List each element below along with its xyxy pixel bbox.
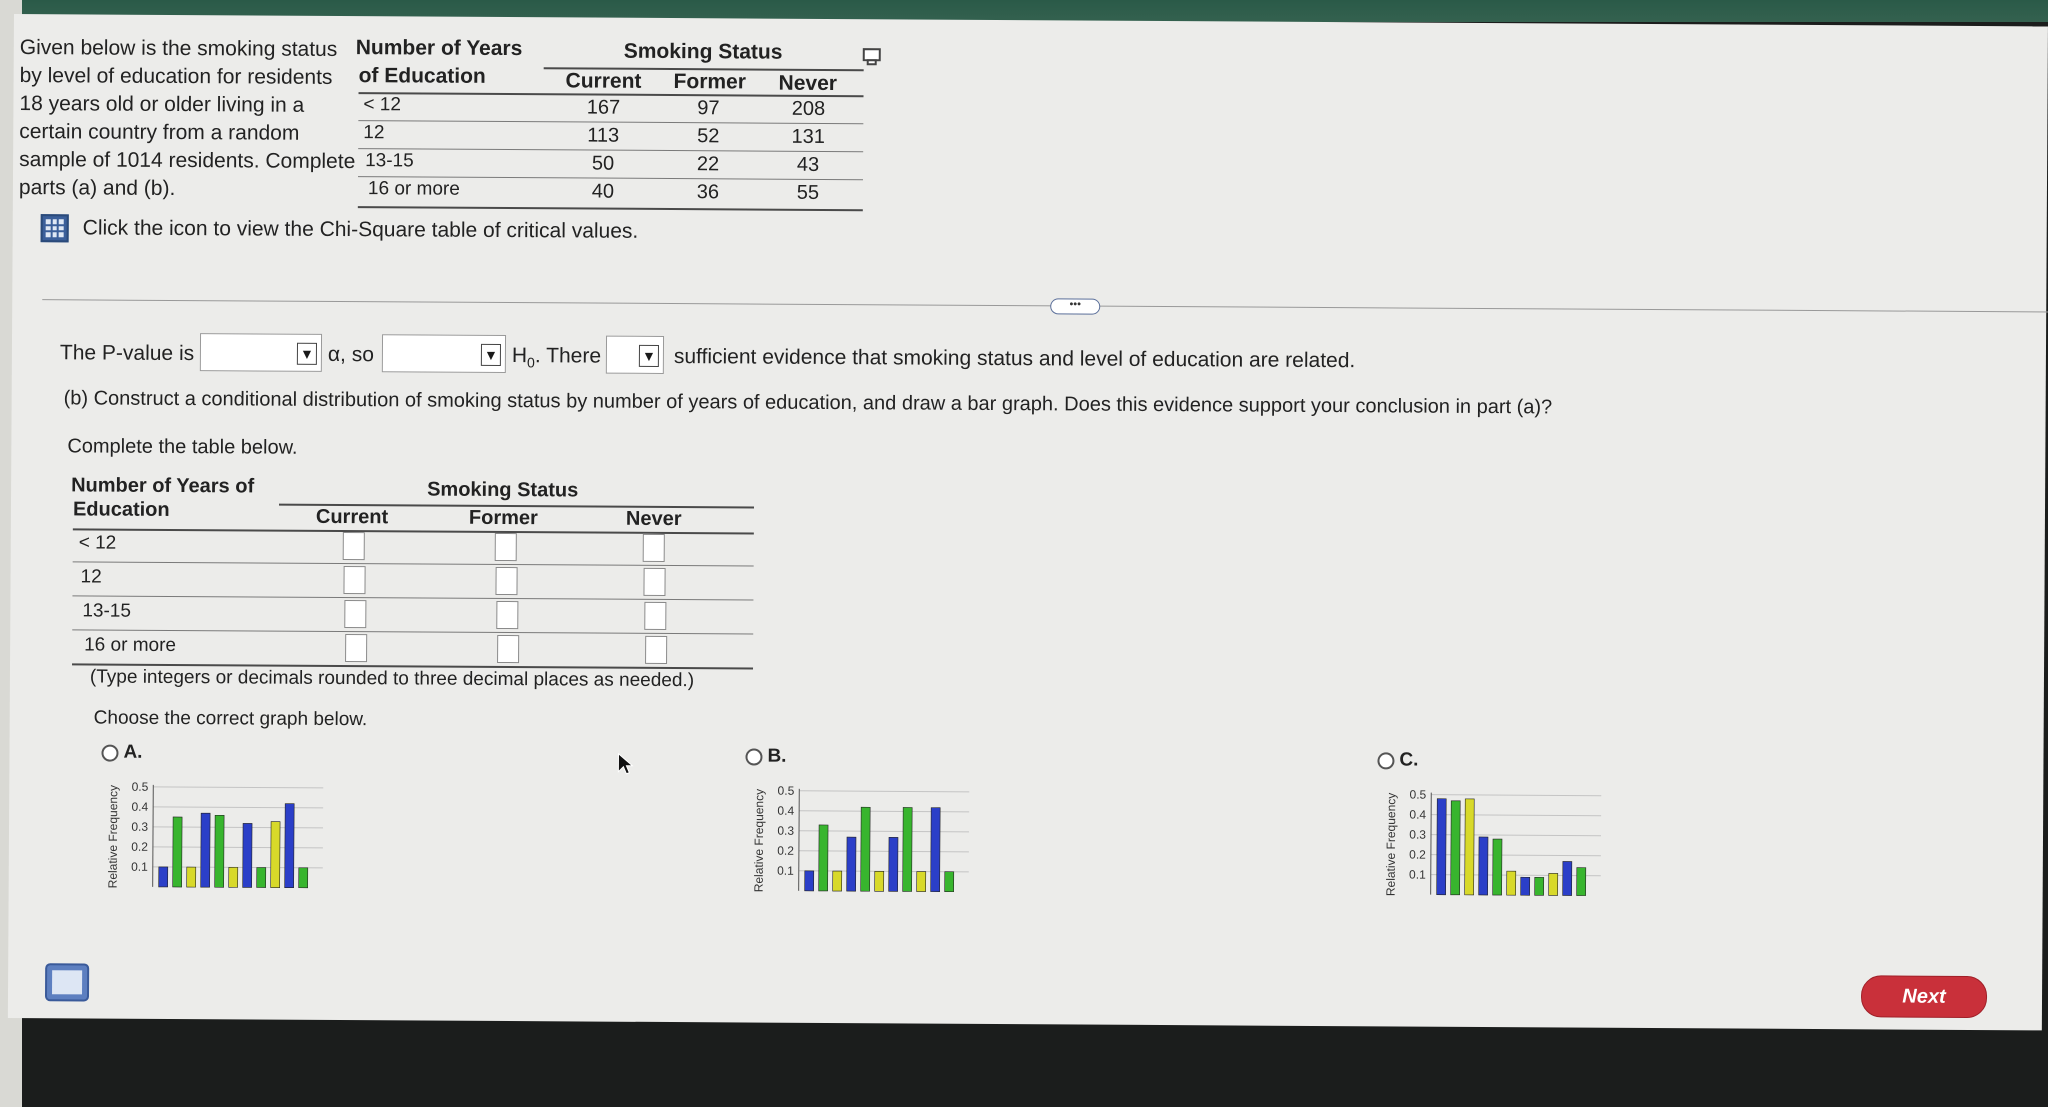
bar: [243, 823, 252, 887]
answer-row-header-1: Number of Years of: [71, 474, 255, 498]
bar: [945, 872, 954, 892]
bar-chart-b: [751, 779, 982, 900]
answer-row-label: 13-15: [82, 600, 132, 622]
answer-input-former[interactable]: [495, 567, 517, 595]
intro-line: 18 years old or older living in a: [19, 92, 305, 117]
bar: [1479, 837, 1488, 895]
bar: [299, 868, 308, 888]
answer-row-rule: [72, 629, 753, 634]
print-icon[interactable]: [44, 962, 90, 1002]
tick-label: 0.2: [777, 843, 794, 858]
row-header-2: of Education: [358, 64, 486, 88]
answer-input-former[interactable]: [497, 635, 519, 663]
answer-input-current[interactable]: [343, 566, 365, 594]
there-label: . There: [534, 344, 602, 368]
dropdown-arrow-icon: ▼: [481, 344, 501, 366]
intro-line: parts (a) and (b).: [18, 176, 176, 200]
h0-subscript: 0: [527, 354, 535, 371]
dropdown-arrow-icon: ▼: [639, 345, 659, 367]
tick-label: 0.3: [777, 823, 795, 838]
cell: 50: [591, 152, 615, 175]
bar: [1577, 868, 1586, 896]
chi-square-table-icon[interactable]: [41, 214, 69, 242]
row-label: 13-15: [365, 150, 414, 172]
gridline: [153, 807, 323, 808]
cell: 113: [587, 124, 620, 147]
bar: [875, 871, 884, 891]
answer-input-never[interactable]: [643, 534, 665, 562]
tick-label: 0.4: [1409, 807, 1427, 822]
answer-input-former[interactable]: [495, 533, 517, 561]
bar: [833, 871, 842, 891]
bar: [1521, 877, 1530, 895]
tick-label: 0.5: [131, 779, 149, 794]
gridline: [1431, 795, 1601, 796]
gridline: [799, 811, 969, 812]
answer-input-current[interactable]: [343, 532, 365, 560]
row-label: < 12: [363, 94, 402, 116]
bar: [187, 867, 196, 887]
answer-row-label: < 12: [78, 532, 117, 554]
tick-label: 0.1: [131, 859, 148, 874]
bar: [861, 807, 871, 891]
bar: [1563, 861, 1572, 895]
bar: [1535, 877, 1544, 895]
cell: 52: [697, 125, 720, 148]
bar: [1451, 801, 1461, 895]
rounding-hint: (Type integers or decimals rounded to three decimal places as needed.): [89, 666, 695, 692]
option-c-radio[interactable]: [1377, 752, 1394, 769]
tick-label: 0.2: [131, 839, 148, 854]
answer-input-never[interactable]: [644, 602, 666, 630]
section-divider: [42, 299, 2048, 312]
bar: [271, 822, 280, 888]
next-button[interactable]: Next: [1861, 975, 1987, 1018]
chi-square-link-text[interactable]: Click the icon to view the Chi-Square table of critical values.: [82, 216, 639, 243]
mouse-cursor-icon: [617, 753, 633, 777]
bar: [903, 807, 913, 891]
answer-col-never: Never: [625, 507, 682, 531]
tick-label: 0.5: [777, 783, 795, 798]
option-c-label[interactable]: C.: [1399, 749, 1419, 771]
option-b-label[interactable]: B.: [767, 745, 787, 767]
option-b-radio[interactable]: [745, 748, 762, 765]
intro-line: certain country from a random: [19, 120, 300, 145]
y-axis-line: [799, 789, 800, 891]
graph-option-b[interactable]: [751, 779, 982, 905]
tick-label: 0.2: [1409, 847, 1426, 862]
y-axis-line: [1431, 793, 1432, 895]
graph-option-a[interactable]: [105, 775, 336, 901]
row-header-1: Number of Years: [355, 36, 523, 61]
intro-line: sample of 1014 residents. Complete: [19, 148, 356, 174]
cell: 131: [791, 125, 826, 148]
part-b-question: (b) Construct a conditional distribution of smoking status by number of years of education, and draw a bar graph. Does this evidence support your conclusion in part (a)?: [63, 387, 1553, 419]
evidence-dropdown[interactable]: [606, 336, 664, 374]
bar-chart-a: [105, 775, 336, 896]
bottom-rule: [358, 206, 863, 211]
tick-label: 0.1: [1409, 867, 1426, 882]
bar: [215, 815, 224, 887]
cell: 97: [697, 97, 720, 120]
cell: 55: [796, 181, 820, 204]
gridline: [153, 787, 323, 788]
col-header-never: Never: [778, 71, 838, 96]
cell: 22: [696, 153, 720, 176]
answer-input-never[interactable]: [643, 568, 665, 596]
y-axis-label: Relative Frequency: [1383, 792, 1399, 897]
answer-row-rule: [72, 595, 753, 600]
pvalue-dropdown[interactable]: [200, 333, 322, 372]
answer-col-current: Current: [315, 505, 389, 529]
main-panel: [8, 14, 2048, 1030]
problem-intro: [19, 34, 356, 204]
y-axis-label: Relative Frequency: [105, 784, 121, 889]
bar: [257, 867, 266, 887]
graph-option-c[interactable]: [1383, 782, 1614, 908]
expand-dots-button[interactable]: •••: [1050, 298, 1100, 314]
answer-row-label: 12: [80, 566, 102, 588]
bar: [819, 825, 828, 891]
reject-dropdown[interactable]: [382, 334, 506, 373]
tick-label: 0.4: [777, 803, 795, 818]
bar: [229, 867, 238, 887]
dropdown-arrow-icon: ▼: [297, 343, 317, 365]
alpha-label: α, so: [327, 342, 374, 367]
bar: [889, 837, 898, 891]
cell: 208: [791, 97, 826, 120]
bar: [847, 837, 856, 891]
row-label: 12: [363, 122, 385, 144]
cell: 43: [796, 153, 820, 176]
bar: [285, 804, 295, 888]
group-header: Smoking Status: [623, 39, 783, 64]
pvalue-label: The P-value is: [59, 341, 195, 366]
complete-table-label: Complete the table below.: [67, 435, 298, 459]
bar: [1493, 839, 1502, 895]
bar: [1437, 799, 1447, 895]
cell: 36: [696, 181, 720, 204]
bar: [805, 871, 814, 891]
cell: 167: [586, 96, 621, 119]
popout-icon[interactable]: [862, 47, 884, 67]
gridline: [799, 791, 969, 792]
bar: [1465, 799, 1475, 895]
intro-line: by level of education for residents: [19, 64, 333, 89]
tick-label: 0.3: [1409, 827, 1427, 842]
answer-col-former: Former: [468, 506, 538, 530]
answer-row-rule: [73, 561, 754, 566]
y-axis-label: Relative Frequency: [751, 788, 767, 893]
tick-label: 0.4: [131, 799, 149, 814]
bar: [1507, 871, 1516, 895]
intro-line: Given below is the smoking status: [19, 36, 338, 61]
y-axis-line: [153, 785, 154, 887]
conclusion-text: sufficient evidence that smoking status and level of education are related.: [673, 345, 1356, 373]
col-header-current: Current: [565, 69, 642, 93]
bar: [201, 813, 210, 887]
bar: [1549, 873, 1558, 895]
tick-label: 0.1: [777, 863, 794, 878]
answer-input-former[interactable]: [496, 601, 518, 629]
h0-label: [512, 342, 601, 377]
answer-input-current[interactable]: [344, 600, 366, 628]
answer-group-header: Smoking Status: [427, 478, 579, 502]
tick-label: 0.5: [1409, 787, 1427, 802]
option-a-label[interactable]: A.: [123, 741, 143, 763]
tick-label: 0.3: [131, 819, 149, 834]
cell: 40: [591, 180, 615, 203]
option-a-radio[interactable]: [101, 745, 118, 762]
choose-graph-label: Choose the correct graph below.: [93, 707, 368, 731]
bar-chart-c: [1383, 782, 1614, 903]
answer-input-never[interactable]: [645, 636, 667, 664]
bar: [931, 808, 941, 892]
bar: [917, 872, 926, 892]
answer-input-current[interactable]: [345, 634, 367, 662]
h0-letter: H: [511, 344, 528, 368]
answer-row-header-2: Education: [72, 498, 170, 521]
bar: [159, 867, 168, 887]
bar: [173, 817, 182, 887]
col-header-former: Former: [673, 70, 747, 94]
row-label: 16 or more: [367, 178, 460, 200]
answer-row-label: 16 or more: [84, 634, 177, 657]
